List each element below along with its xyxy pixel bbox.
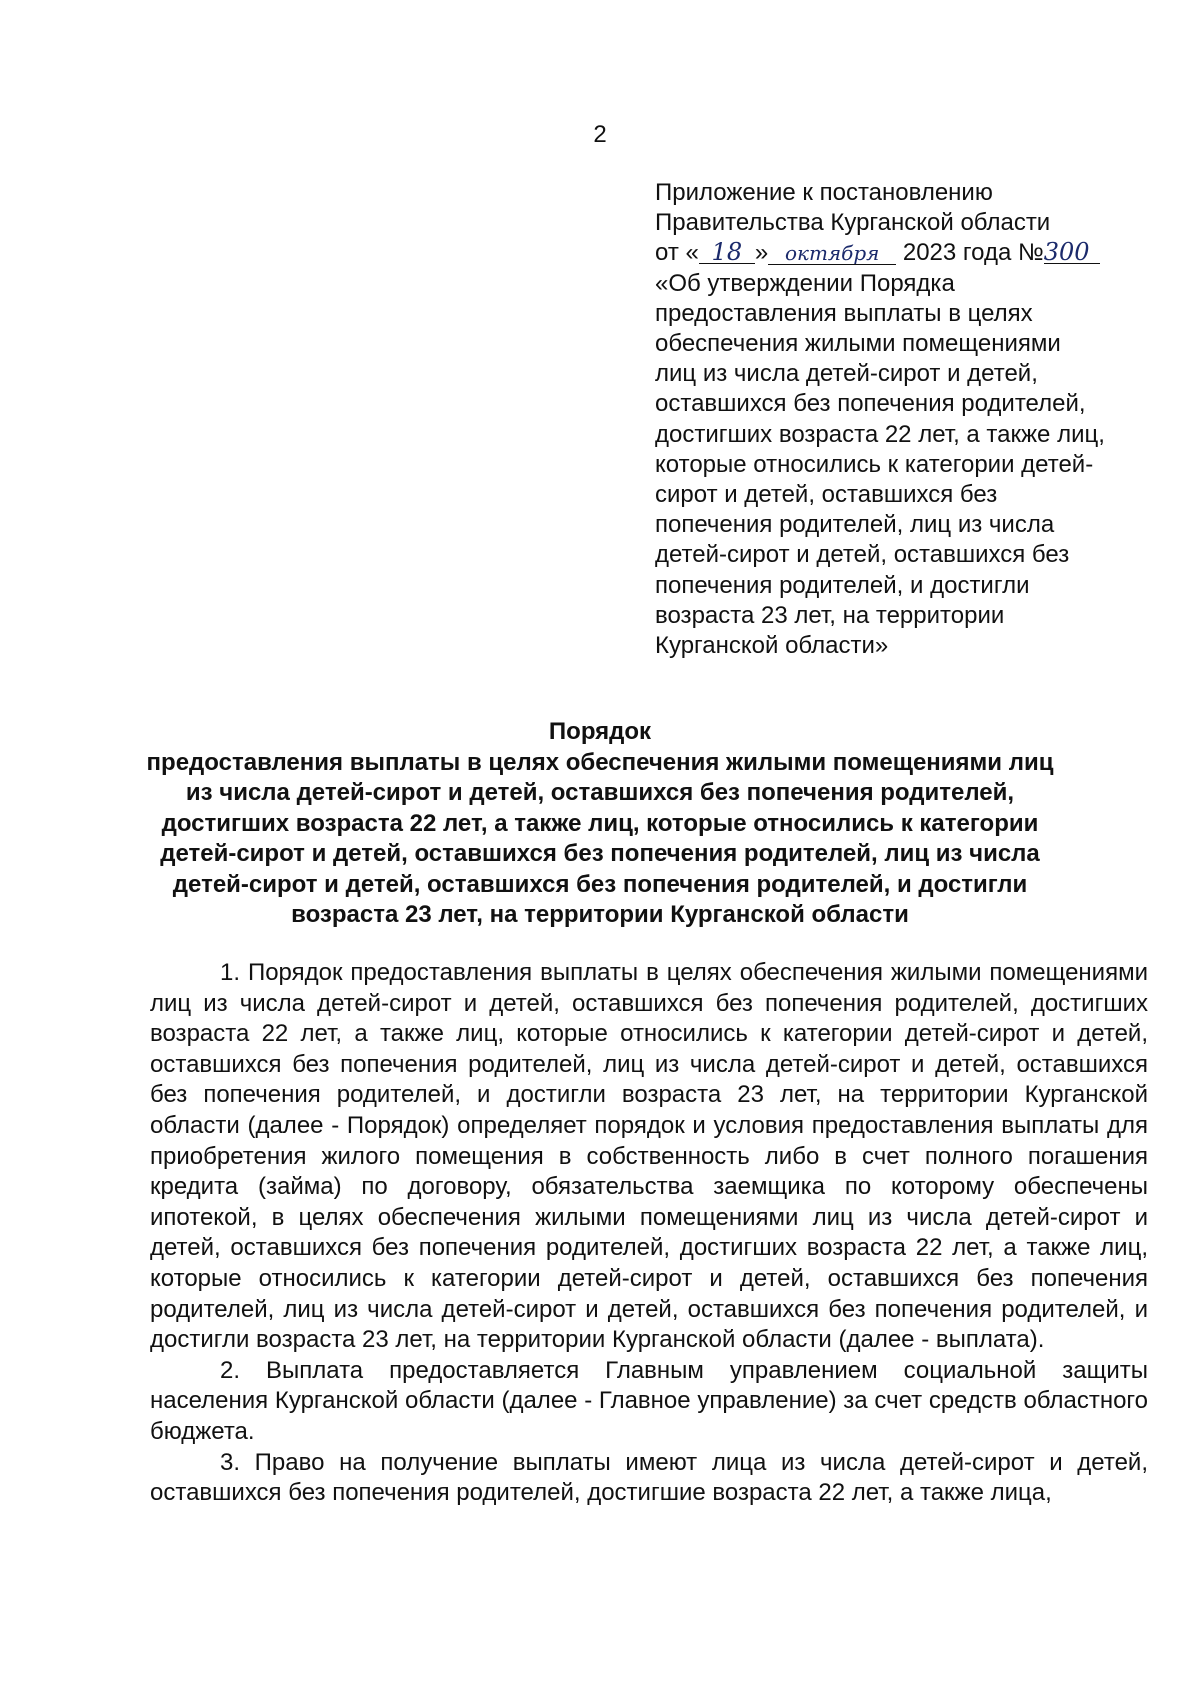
title-line: возраста 23 лет, на территории Курганской области [291, 901, 909, 928]
date-mid: » [754, 239, 769, 267]
date-prefix: от « [655, 239, 699, 267]
annex-line: детей-сирот и детей, оставшихся без [655, 541, 1070, 569]
annex-line: Правительства Курганской области [655, 209, 1051, 237]
title-line: детей-сирот и детей, оставшихся без попечения родителей, и достигли [172, 870, 1028, 898]
paragraph-1: 1. Порядок предоставления выплаты в целях обеспечения жилыми помещениями лиц из числа детей-сирот и детей, оставшихся без попечения родителей, достигших возраста 22 лет, а также лиц, которые относились к категории детей-сирот и детей, оставшихся без попечения родителей, лиц из числа детей-сирот и детей, оставшихся без попечения родителей, и достигли возраста 23 лет, на территории Курганской области (далее - Порядок) определяет порядок и условия предоставления выплаты для приобретения жилого помещения в собственность либо в счет полного погашения кредита (займа) по договору, обязательства заемщика по которому обеспечены ипотекой, в целях обеспечения жилыми помещениями лиц из числа детей-сирот и детей, оставшихся без попечения родителей, достигших возраста 22 лет, а также лиц, которые относились к категории детей-сирот и детей, оставшихся без попечения родителей, лиц из числа детей-сирот и детей, оставшихся без попечения родителей, и достигли возраста 23 лет, на территории Курганской области (далее - выплата). [150, 959, 1148, 1354]
annex-line: попечения родителей, лиц из числа [655, 511, 1055, 539]
annex-line: обеспечения жилыми помещениями [655, 330, 1061, 358]
annex-line: лиц из числа детей-сирот и детей, [655, 360, 1038, 388]
title-line: достигших возраста 22 лет, а также лиц, которые относились к категории [161, 809, 1039, 837]
handwritten-month: октября [768, 242, 896, 265]
title-line: предоставления выплаты в целях обеспечения жилыми помещениями лиц [146, 748, 1054, 776]
handwritten-number: 300 [1044, 241, 1100, 264]
title-line: детей-сирот и детей, оставшихся без попечения родителей, лиц из числа [160, 840, 1040, 867]
paragraph-2: 2. Выплата предоставляется Главным управлением социальной защиты населения Курганской области (далее - Главное управление) за счет средств областного бюджета. [150, 1356, 1148, 1445]
annex-line: возраста 23 лет, на территории [655, 601, 1005, 629]
annex-line: предоставления выплаты в целях [655, 299, 1033, 327]
annex-line: Курганской области» [655, 632, 889, 660]
handwritten-day: 18 [699, 241, 755, 264]
annex-block [655, 178, 1155, 661]
annex-line: «Об утверждении Порядка [655, 269, 955, 297]
annex-line: достигших возраста 22 лет, а также лиц, [655, 420, 1105, 448]
document-body [150, 958, 1148, 1509]
annex-line: попечения родителей, и достигли [655, 571, 1030, 599]
page-number: 2 [593, 121, 607, 148]
title-heading: Порядок [548, 718, 652, 745]
annex-date-line [655, 238, 1155, 268]
document-title [140, 717, 1060, 931]
annex-line: которые относились к категории детей- [655, 450, 1094, 478]
annex-line: сирот и детей, оставшихся без [655, 481, 998, 509]
title-line: из числа детей-сирот и детей, оставшихся без попечения родителей, [185, 779, 1015, 806]
date-year-text: 2023 года № [896, 239, 1044, 267]
annex-line: Приложение к постановлению [655, 179, 993, 206]
paragraph-3: 3. Право на получение выплаты имеют лица из числа детей-сирот и детей, оставшихся без попечения родителей, достигшие возраста 22 лет, а также лица, [150, 1448, 1148, 1507]
annex-line: оставшихся без попечения родителей, [655, 390, 1086, 418]
